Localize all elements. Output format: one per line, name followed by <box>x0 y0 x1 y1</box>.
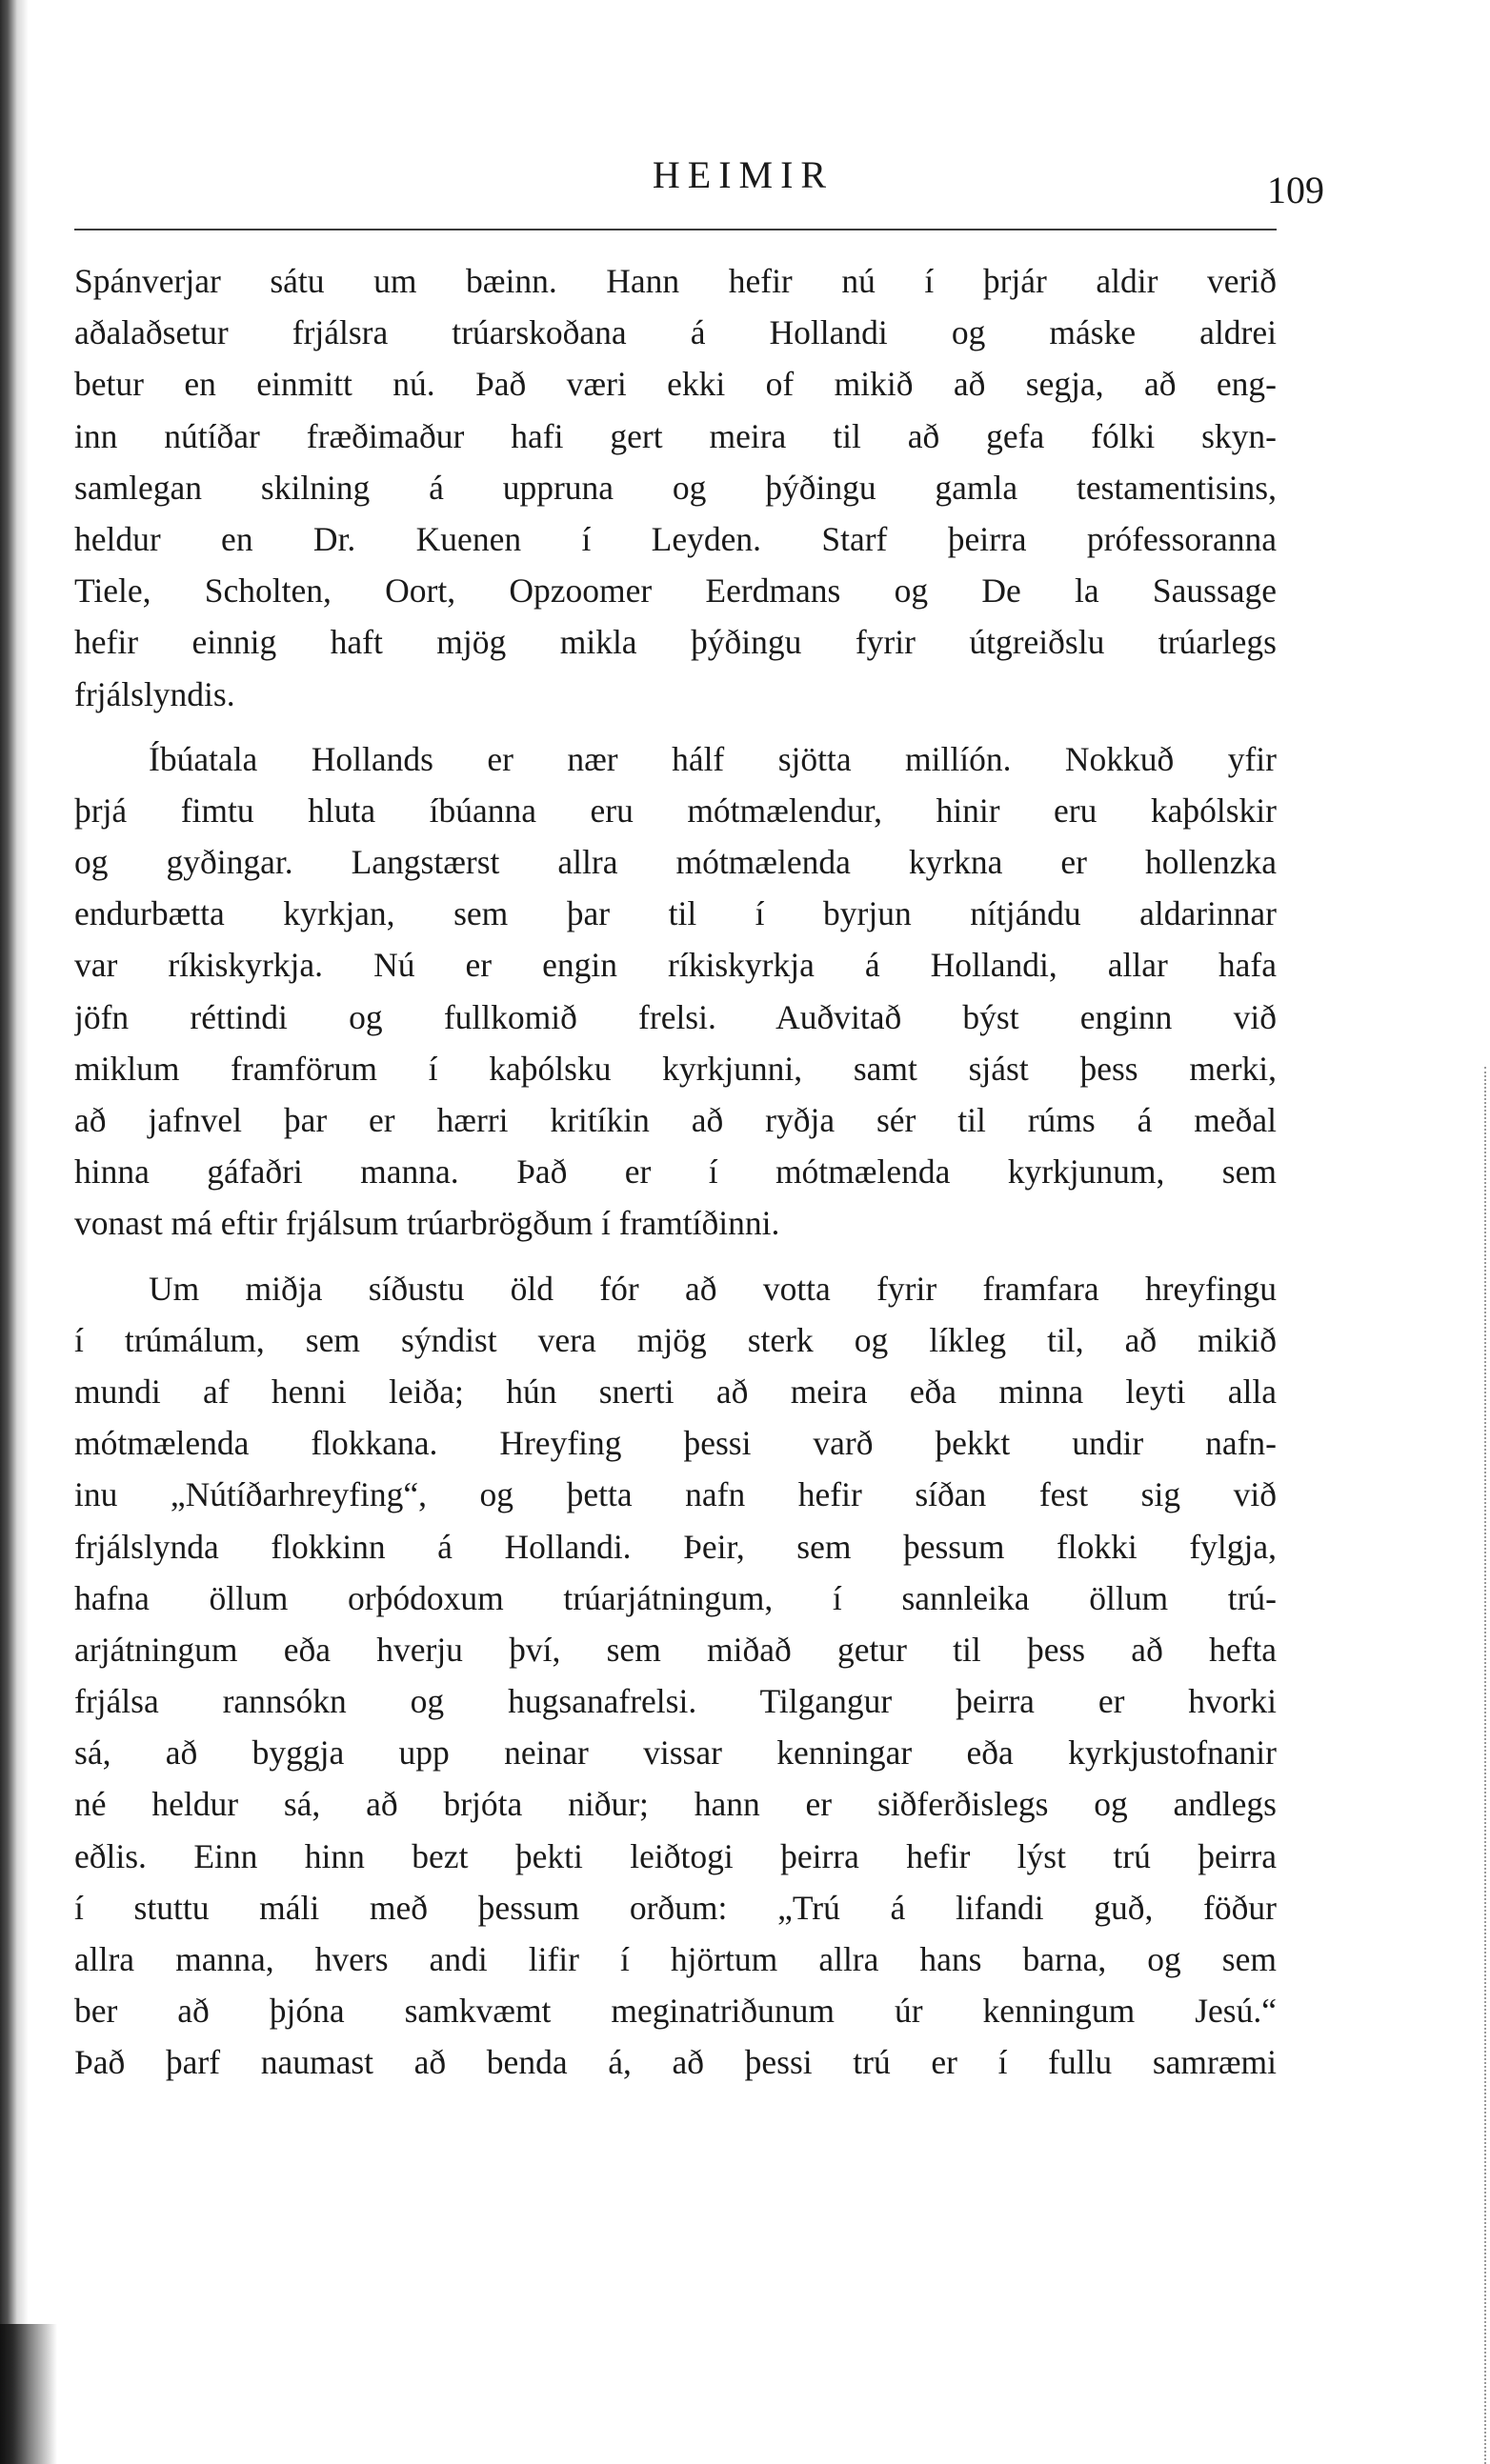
text-line: var ríkiskyrkja. Nú er engin ríkiskyrkja á Hollandi, allar hafa <box>74 946 1277 985</box>
paragraph-gap <box>74 1250 1277 1263</box>
paragraph <box>74 733 1277 1250</box>
text-line: Spánverjar sátu um bæinn. Hann hefir nú í þrjár aldir verið <box>74 262 1277 300</box>
text-line: inu „Nútíðarhreyfing“, og þetta nafn hefir síðan fest sig við <box>74 1475 1277 1514</box>
paragraph <box>74 1263 1277 2089</box>
text-line: né heldur sá, að brjóta niður; hann er siðferðislegs og andlegs <box>74 1785 1277 1824</box>
text-line: samlegan skilning á uppruna og þýðingu gamla testamentisins, <box>74 468 1277 507</box>
text-line: hafna öllum orþódoxum trúarjátningum, í sannleika öllum trú- <box>74 1578 1277 1617</box>
binding-edge-shadow <box>0 0 29 2464</box>
paragraph <box>74 255 1277 720</box>
page-edge-speckle <box>1484 1067 1486 2464</box>
paragraph-gap <box>74 720 1277 733</box>
text-line: sá, að byggja upp neinar vissar kenningar eða kyrkjustofnanir <box>74 1733 1277 1773</box>
binding-edge-corner-shadow <box>0 2324 57 2464</box>
text-line: mundi af henni leiða; hún snerti að meira eða minna leyti alla <box>74 1372 1277 1411</box>
text-line: mótmælenda flokkana. Hreyfing þessi varð þekkt undir nafn- <box>74 1424 1277 1463</box>
text-line: ber að þjóna samkvæmt meginatriðunum úr kenningum Jesú.“ <box>74 1992 1277 2031</box>
text-line: frjálslyndis. <box>74 674 235 713</box>
text-line: í trúmálum, sem sýndist vera mjög sterk og líkleg til, að mikið <box>74 1320 1277 1359</box>
body-text <box>74 255 1277 2089</box>
text-line: að jafnvel þar er hærri kritíkin að ryðja sér til rúms á meðal <box>74 1101 1277 1139</box>
text-line: endurbætta kyrkjan, sem þar til í byrjun nítjándu aldarinnar <box>74 894 1277 933</box>
text-line: frjálsa rannsókn og hugsanafrelsi. Tilgangur þeirra er hvorki <box>74 1682 1277 1721</box>
running-head: HEIMIR <box>652 153 835 196</box>
text-line: Íbúatala Hollands er nær hálf sjötta millíón. Nokkuð yfir <box>149 739 1277 778</box>
text-line: þrjá fimtu hluta íbúanna eru mótmælendur, hinir eru kaþólskir <box>74 791 1277 830</box>
text-line: vonast má eftir frjálsum trúarbrögðum í framtíðinni. <box>74 1204 780 1243</box>
text-line: aðalaðsetur frjálsra trúarskoðana á Hollandi og máske aldrei <box>74 313 1277 352</box>
text-line: hefir einnig haft mjög mikla þýðingu fyrir útgreiðslu trúarlegs <box>74 623 1277 662</box>
text-line: inn nútíðar fræðimaður hafi gert meira til að gefa fólki skyn- <box>74 416 1277 455</box>
text-line: heldur en Dr. Kuenen í Leyden. Starf þeirra prófessoranna <box>74 519 1277 558</box>
text-line: Tiele, Scholten, Oort, Opzoomer Eerdmans og De la Saussage <box>74 571 1277 611</box>
text-line: eðlis. Einn hinn bezt þekti leiðtogi þeirra hefir lýst trú þeirra <box>74 1836 1277 1875</box>
text-line: hinna gáfaðri manna. Það er í mótmælenda kyrkjunum, sem <box>74 1152 1277 1192</box>
text-line: Um miðja síðustu öld fór að votta fyrir framfara hreyfingu <box>149 1269 1277 1308</box>
text-line: allra manna, hvers andi lifir í hjörtum allra hans barna, og sem <box>74 1940 1277 1978</box>
text-line: jöfn réttindi og fullkomið frelsi. Auðvitað býst enginn við <box>74 997 1277 1036</box>
text-line: miklum framförum í kaþólsku kyrkjunni, samt sjást þess merki, <box>74 1049 1277 1088</box>
text-line: Það þarf naumast að benda á, að þessi trú er í fullu samræmi <box>74 2043 1277 2082</box>
page-number: 109 <box>1267 169 1324 211</box>
text-line: og gyðingar. Langstærst allra mótmælenda kyrkna er hollenzka <box>74 843 1277 882</box>
header-rule <box>74 229 1277 230</box>
text-line: í stuttu máli með þessum orðum: „Trú á lifandi guð, föður <box>74 1888 1277 1927</box>
text-line: arjátningum eða hverju því, sem miðað getur til þess að hefta <box>74 1630 1277 1669</box>
text-line: frjálslynda flokkinn á Hollandi. Þeir, sem þessum flokki fylgja, <box>74 1527 1277 1566</box>
text-line: betur en einmitt nú. Það væri ekki of mikið að segja, að eng- <box>74 365 1277 404</box>
